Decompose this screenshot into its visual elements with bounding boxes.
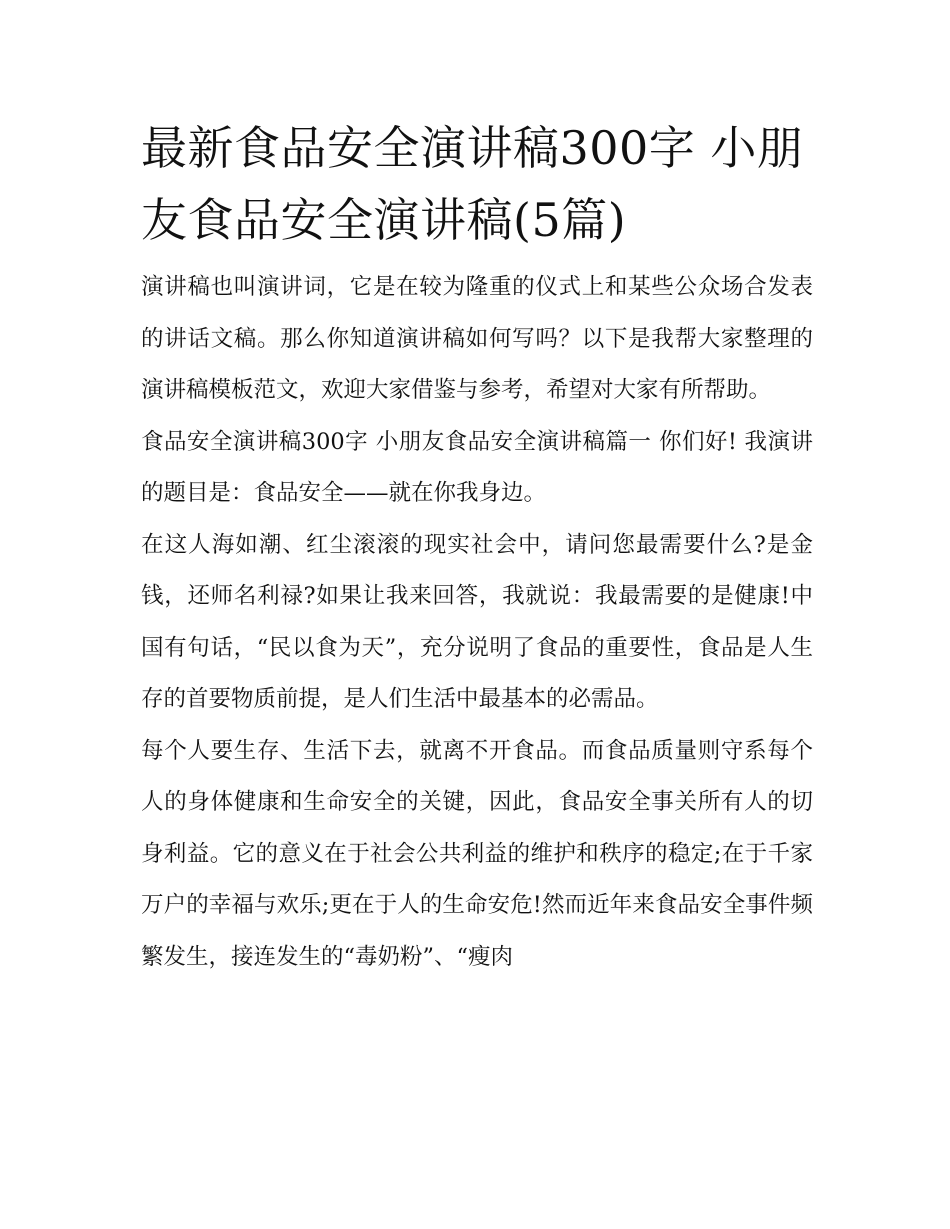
paragraph-speech-opening: 食品安全演讲稿300字 小朋友食品安全演讲稿篇一 你们好! 我演讲的题目是：食品安全——就在你我身边。 [141, 428, 813, 506]
document-content [141, 112, 813, 983]
paragraph-intro: 演讲稿也叫演讲词，它是在较为隆重的仪式上和某些公众场合发表的讲话文稿。那么你知道演讲稿如何写吗？以下是我帮大家整理的演讲稿模板范文，欢迎大家借鉴与参考，希望对大家有所帮助。 [141, 274, 813, 403]
paragraph-food-safety: 每个人要生存、生活下去，就离不开食品。而食品质量则守系每个人的身体健康和生命安全的关键，因此，食品安全事关所有人的切身利益。它的意义在于社会公共利益的维护和秩序的稳定;在于千家万户的幸福与欢乐;更在于人的生命安危!然而近年来食品安全事件频繁发生，接连发生的“毒奶粉”、“瘦肉 [141, 737, 813, 970]
document-title: 最新食品安全演讲稿300字 小朋友食品安全演讲稿(5篇) [141, 121, 804, 247]
paragraph-health: 在这人海如潮、红尘滚滚的现实社会中，请问您最需要什么?是金钱，还师名利禄?如果让我来回答，我就说：我最需要的是健康!中国有句话，“民以食为天”，充分说明了食品的重要性，食品是人生存的首要物质前提，是人们生活中最基本的必需品。 [141, 531, 813, 712]
